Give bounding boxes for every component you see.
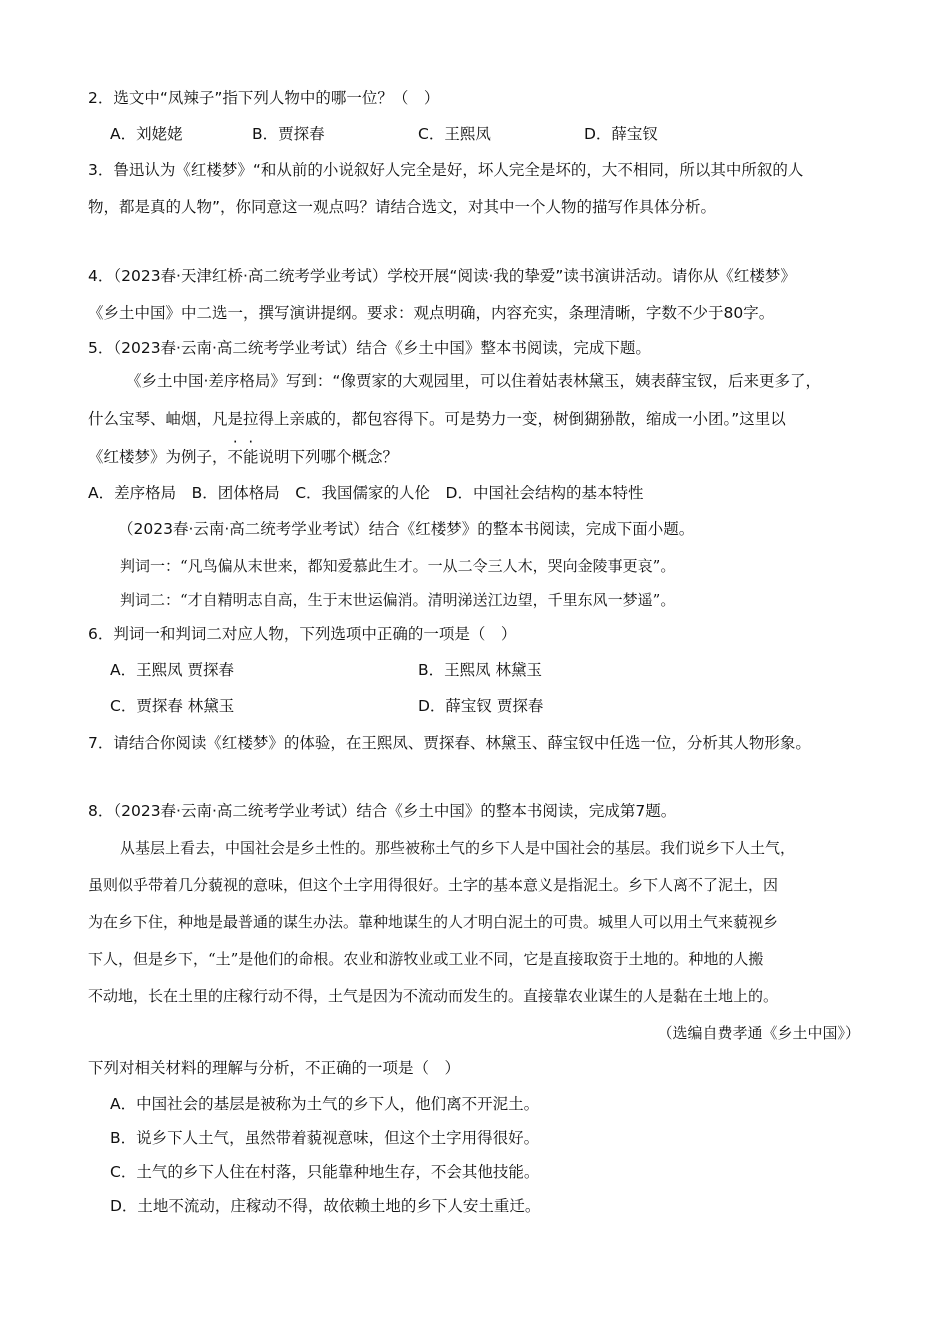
emphasis-char-2: 能 [243, 448, 259, 466]
q4-line-2: 《乡土中国》中二选一，撰写演讲提纲。要求：观点明确，内容充实，条理清晰，字数不少于80字。 [88, 304, 775, 322]
q6-option-c: C．贾探春 林黛玉 [110, 697, 235, 715]
q8-passage-line-2: 虽则似乎带着几分藐视的意味，但这个土字用得很好。土字的基本意义是指泥土。乡下人离不了泥土，因 [88, 876, 779, 894]
q8-option-b: B．说乡下人土气，虽然带着藐视意味，但这个土字用得很好。 [110, 1129, 540, 1147]
q2-option-c: C．王熙凤 [418, 125, 491, 143]
q67-intro: （2023春·云南·高二统考学业考试）结合《红楼梦》的整本书阅读，完成下面小题。 [118, 520, 695, 538]
q8-passage-line-4: 下人，但是乡下，“土”是他们的命根。农业和游牧业或工业不同，它是直接取资于土地的。种地的人搬 [88, 950, 764, 968]
q8-passage-line-1: 从基层上看去，中国社会是乡土性的。那些被称土气的乡下人是中国社会的基层。我们说乡下人土气， [120, 839, 796, 857]
q5-para-1: 《乡土中国·差序格局》写到：“像贾家的大观园里，可以住着姑表林黛玉，姨表薛宝钗，后来更多了， [126, 372, 821, 390]
q8-passage-line-5: 不动地，长在土里的庄稼行动不得，土气是因为不流动而发生的。直接靠农业谋生的人是黏在土地上的。 [88, 987, 779, 1005]
q6-option-b: B．王熙凤 林黛玉 [418, 661, 543, 679]
q5-para-2: 什么宝琴、岫烟，凡是拉得上亲戚的，都包容得下。可是势力一变，树倒猢狲散，缩成一小团。”这里以 [88, 410, 786, 428]
q6-stem: 6．判词一和判词二对应人物，下列选项中正确的一项是（ ） [88, 625, 517, 643]
q8-passage-line-3: 为在乡下住，种地是最普通的谋生办法。靠种地谋生的人才明白泥土的可贵。城里人可以用土气来藐视乡 [88, 913, 779, 931]
verse-1: 判词一：“凡鸟偏从末世来，都知爱慕此生才。一从二令三人木，哭向金陵事更哀”。 [120, 557, 676, 575]
q3-line-1: 3．鲁迅认为《红楼梦》“和从前的小说叙好人完全是好，坏人完全是坏的，大不相同，所以其中所叙的人 [88, 161, 804, 179]
q5-para-3: 《红楼梦》为例子，不能说明下列哪个概念？ [88, 448, 399, 466]
q5-options: A．差序格局 B．团体格局 C．我国儒家的人伦 D．中国社会结构的基本特性 [88, 484, 644, 502]
q8-stem: 下列对相关材料的理解与分析，不正确的一项是（ ） [88, 1059, 461, 1077]
q4-line-1: 4．（2023春·天津红桥·高二统考学业考试）学校开展“阅读·我的挚爱”读书演讲活动。请你从《红楼梦》 [88, 267, 796, 285]
q2-option-d: D．薛宝钗 [584, 125, 658, 143]
q6-option-d: D．薛宝钗 贾探春 [418, 697, 544, 715]
q2-option-b: B．贾探春 [252, 125, 325, 143]
q5-line-1: 5．（2023春·云南·高二统考学业考试）结合《乡土中国》整本书阅读，完成下题。 [88, 339, 651, 357]
q8-option-c: C．土气的乡下人住在村落，只能靠种地生存，不会其他技能。 [110, 1163, 540, 1181]
q7-stem: 7．请结合你阅读《红楼梦》的体验，在王熙凤、贾探春、林黛玉、薛宝钗中任选一位，分析其人物形象。 [88, 734, 811, 752]
q8-option-d: D．土地不流动，庄稼动不得，故依赖土地的乡下人安土重迁。 [110, 1197, 541, 1215]
q8-option-a: A．中国社会的基层是被称为土气的乡下人，他们离不开泥土。 [110, 1095, 540, 1113]
q6-option-a: A．王熙凤 贾探春 [110, 661, 235, 679]
q8-source: （选编自费孝通《乡土中国》） [657, 1024, 860, 1042]
q3-line-2: 物，都是真的人物”，你同意这一观点吗？请结合选文，对其中一个人物的描写作具体分析。 [88, 198, 717, 216]
verse-2: 判词二：“才自精明志自高，生于末世运偏消。清明涕送江边望，千里东风一梦遥”。 [120, 591, 676, 609]
q2-option-a: A．刘姥姥 [110, 125, 183, 143]
q2-stem: 2．选文中“凤辣子”指下列人物中的哪一位？（ ） [88, 89, 440, 107]
q8-intro: 8．（2023春·云南·高二统考学业考试）结合《乡土中国》的整本书阅读，完成第7题。 [88, 802, 677, 820]
emphasis-char-1: 不 [227, 448, 244, 466]
